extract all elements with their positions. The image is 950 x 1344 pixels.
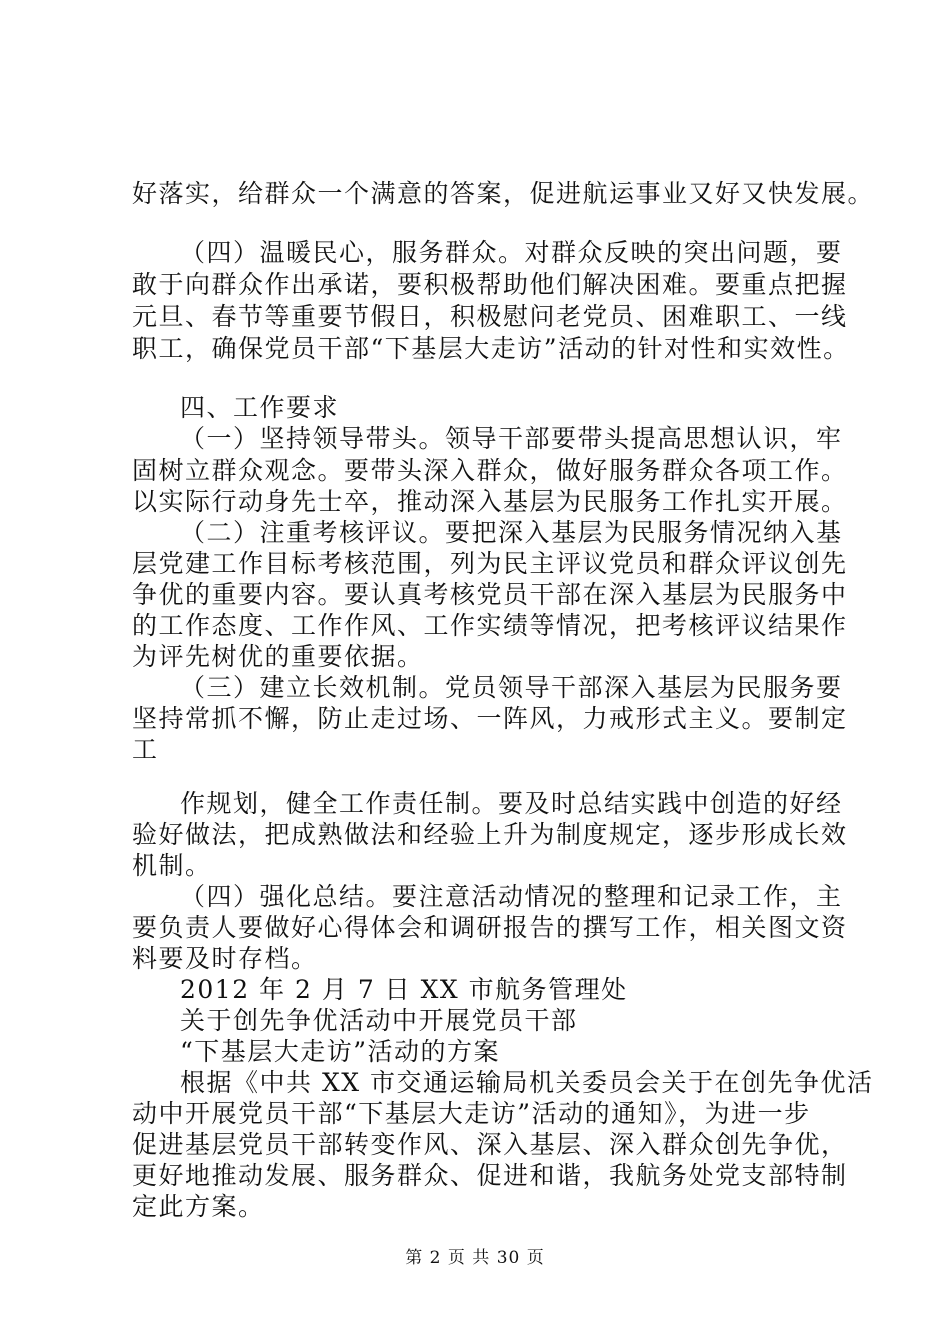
- text-line-15: （三）建立长效机制。党员领导干部深入基层为民服务要: [180, 673, 843, 702]
- section-heading: 四、工作要求: [180, 393, 340, 422]
- text-line-18: 作规划，健全工作责任制。要及时总结实践中创造的好经: [180, 789, 843, 818]
- text-line-7: （一）坚持领导带头。领导干部要带头提高思想认识，牢: [180, 424, 843, 453]
- text-line-19: 验好做法，把成熟做法和经验上升为制度规定，逐步形成长效: [132, 820, 848, 849]
- text-line-12: 争优的重要内容。要认真考核党员干部在深入基层为民服务中: [132, 580, 848, 609]
- text-line-13: 的工作态度、工作作风、工作实绩等情况，把考核评议结果作: [132, 611, 848, 640]
- text-line-16: 坚持常抓不懈，防止走过场、一阵风，力戒形式主义。要制定: [132, 704, 848, 733]
- text-line-1: 好落实，给群众一个满意的答案，促进航运事业又好又快发展。: [132, 179, 875, 208]
- text-line-5: 职工，确保党员干部“下基层大走访”活动的针对性和实效性。: [132, 334, 850, 363]
- page-number-footer: 第 2 页 共 30 页: [405, 1248, 545, 1268]
- text-line-4: 元旦、春节等重要节假日，积极慰问老党员、困难职工、一线: [132, 302, 848, 331]
- text-line-11: 层党建工作目标考核范围，列为民主评议党员和群众评议创先: [132, 549, 848, 578]
- text-line-9: 以实际行动身先士卒，推动深入基层为民服务工作扎实开展。: [132, 487, 848, 516]
- text-line-8: 固树立群众观念。要带头深入群众，做好服务群众各项工作。: [132, 456, 848, 485]
- doc-title-line-1: 关于创先争优活动中开展党员干部: [180, 1006, 578, 1035]
- text-line-31: 定此方案。: [132, 1192, 265, 1221]
- text-line-27: 根据《中共 XX 市交通运输局机关委员会关于在创先争优活: [180, 1068, 874, 1097]
- text-line-22: 要负责人要做好心得体会和调研报告的撰写工作，相关图文资: [132, 913, 848, 942]
- text-line-23: 料要及时存档。: [132, 944, 318, 973]
- text-line-30: 更好地推动发展、服务群众、促进和谐，我航务处党支部特制: [132, 1161, 848, 1190]
- text-line-29: 促进基层党员干部转变作风、深入基层、深入群众创先争优，: [132, 1130, 848, 1159]
- text-line-17: 工: [132, 735, 159, 764]
- text-line-21: （四）强化总结。要注意活动情况的整理和记录工作，主: [180, 882, 843, 911]
- doc-title-line-2: “下基层大走访”活动的方案: [180, 1037, 501, 1066]
- date-signature: 2012 年 2 月 7 日 XX 市航务管理处: [180, 975, 628, 1004]
- text-line-28: 动中开展党员干部“下基层大走访”活动的通知》，为进一步: [132, 1099, 811, 1128]
- text-line-2: （四）温暖民心，服务群众。对群众反映的突出问题，要: [180, 238, 843, 267]
- text-line-3: 敢于向群众作出承诺，要积极帮助他们解决困难。要重点把握: [132, 270, 848, 299]
- text-line-20: 机制。: [132, 851, 212, 880]
- text-line-10: （二）注重考核评议。要把深入基层为民服务情况纳入基: [180, 518, 843, 547]
- text-line-14: 为评先树优的重要依据。: [132, 642, 424, 671]
